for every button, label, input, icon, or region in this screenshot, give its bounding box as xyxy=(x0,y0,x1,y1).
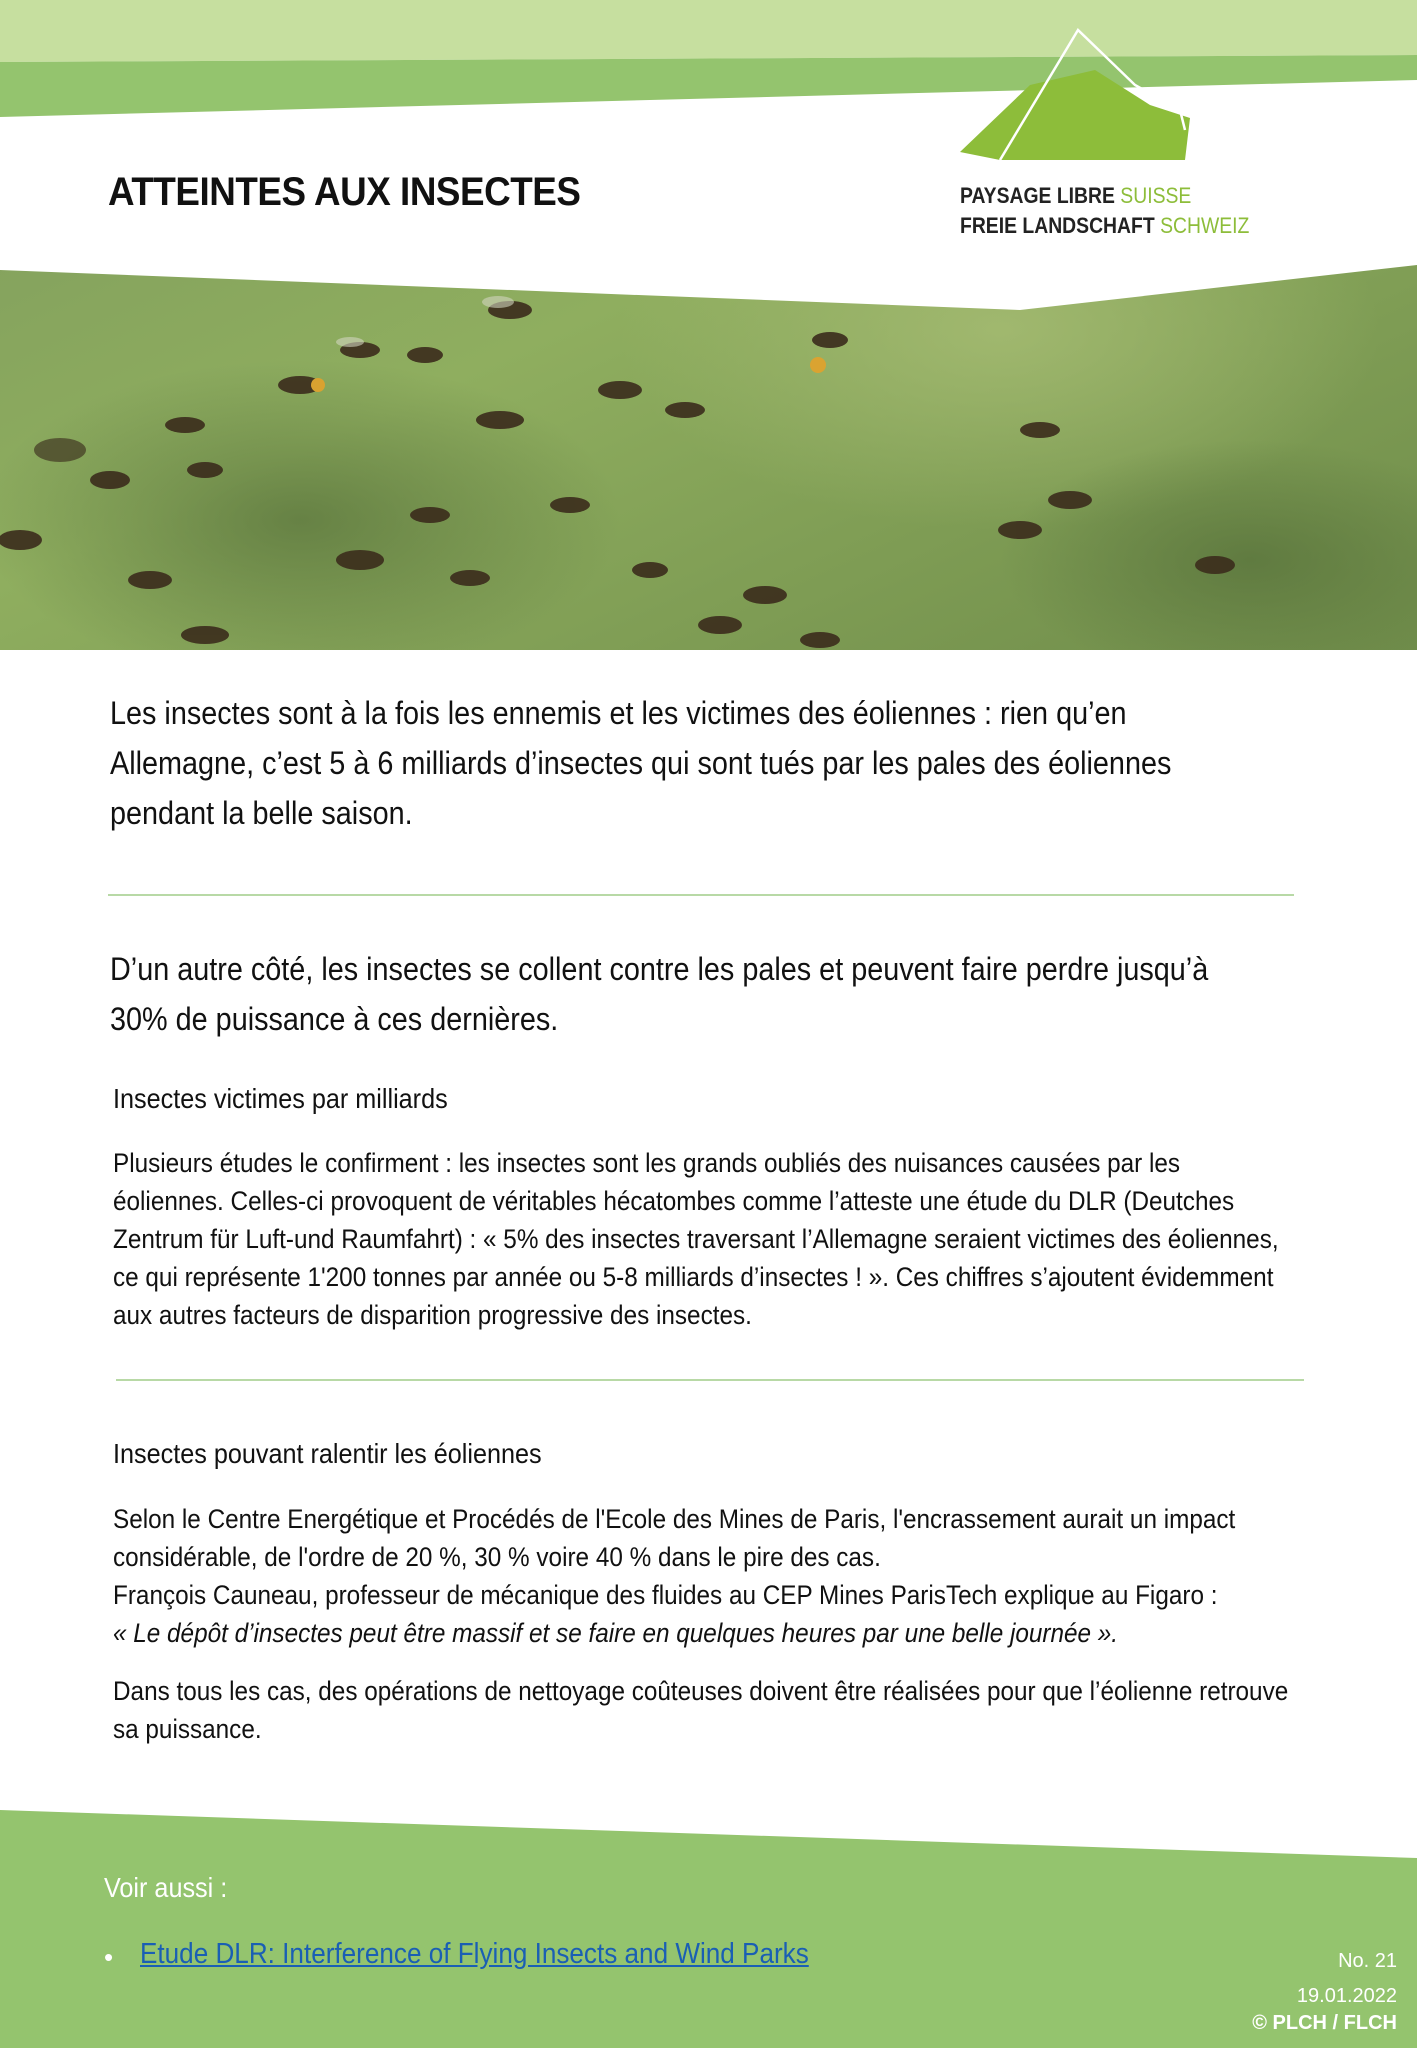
bee xyxy=(336,550,384,570)
divider xyxy=(116,1379,1304,1381)
dlr-study-link[interactable]: Etude DLR: Interference of Flying Insects and Wind Parks xyxy=(140,1938,809,1970)
logo-main-de: FREIE LANDSCHAFT xyxy=(960,213,1155,238)
see-also-label: Voir aussi : xyxy=(104,1872,228,1903)
logo-main-fr: PAYSAGE LIBRE xyxy=(960,183,1115,208)
bee xyxy=(632,562,668,578)
bee xyxy=(1195,556,1235,574)
copyright: © PLCH / FLCH xyxy=(1252,2012,1397,2034)
bee xyxy=(665,402,705,418)
page-title: ATTEINTES AUX INSECTES xyxy=(108,170,581,214)
intro-paragraph: Les insectes sont à la fois les ennemis et les victimes des éoliennes : rien qu’en Allemagne, c’est 5 à 6 milliards d’insectes qui sont tués par les pales des éoliennes pendant la belle saison. xyxy=(110,695,1172,831)
bee xyxy=(278,376,325,394)
bee xyxy=(1048,491,1092,509)
logo-accent-fr: SUISSE xyxy=(1120,183,1192,208)
bee xyxy=(181,626,229,644)
section-body-victims: Plusieurs études le confirment : les insectes sont les grands oubliés des nuisances causées par les éoliennes. Celles-ci provoquent de véritables hécatombes comme l’atteste une étude du DLR (Deutches Zentrum für Luft-und Raumfahrt) : « 5% des insectes traversant l’Allemagne seraient victimes des éoliennes, ce qui représente 1'200 tonnes par année ou 5-8 milliards d’insectes ! ». Ces chiffres s’ajoutent évidemment aux autres facteurs de disparition progressive des insectes. xyxy=(113,1148,1279,1330)
bee xyxy=(165,417,205,433)
second-lead-paragraph: D’un autre côté, les insectes se collent contre les pales et peuvent faire perdre jusqu’à 30% de puissance à ces dernières. xyxy=(110,951,1209,1037)
bee xyxy=(450,570,490,586)
bee xyxy=(187,462,223,478)
bee xyxy=(598,381,642,399)
bee xyxy=(698,616,742,634)
divider xyxy=(108,894,1294,896)
figaro-quote: « Le dépôt d’insectes peut être massif et se faire en quelques heures par une belle journée ». xyxy=(113,1618,1119,1648)
bee xyxy=(743,586,787,604)
slowdown-text-2: François Cauneau, professeur de mécanique des fluides au CEP Mines ParisTech explique au Figaro : xyxy=(113,1580,1218,1610)
slowdown-text-1: Selon le Centre Energétique et Procédés de l'Ecole des Mines de Paris, l'encrassement aurait un impact considérable, de l'ordre de 20 %, 30 % voire 40 % dans le pire des cas. xyxy=(113,1504,1236,1572)
publication-date: 19.01.2022 xyxy=(1296,1985,1397,2007)
bee xyxy=(1020,422,1060,438)
bullet-icon: • xyxy=(104,1942,114,1972)
logo-text-line1 xyxy=(960,183,1191,209)
issue-number: No. 21 xyxy=(1338,1950,1397,1972)
logo-accent-de: SCHWEIZ xyxy=(1160,213,1250,238)
bee xyxy=(407,347,443,363)
section-heading-slowdown: Insectes pouvant ralentir les éoliennes xyxy=(113,1438,542,1469)
bee xyxy=(410,507,450,523)
bee xyxy=(34,438,86,462)
bee xyxy=(128,571,172,589)
slowdown-text-3: Dans tous les cas, des opérations de nettoyage coûteuses doivent être réalisées pour que l’éolienne retrouve sa puissance. xyxy=(113,1676,1289,1744)
bee xyxy=(998,521,1042,539)
bee xyxy=(800,632,840,648)
logo-text-line2 xyxy=(960,213,1249,239)
section-heading-victims: Insectes victimes par milliards xyxy=(113,1083,448,1114)
footer-band xyxy=(0,1800,1417,2048)
bee xyxy=(0,530,42,550)
bee xyxy=(476,411,524,429)
bee xyxy=(90,471,130,489)
section-body-slowdown xyxy=(113,1500,1292,1748)
bee xyxy=(550,497,590,513)
